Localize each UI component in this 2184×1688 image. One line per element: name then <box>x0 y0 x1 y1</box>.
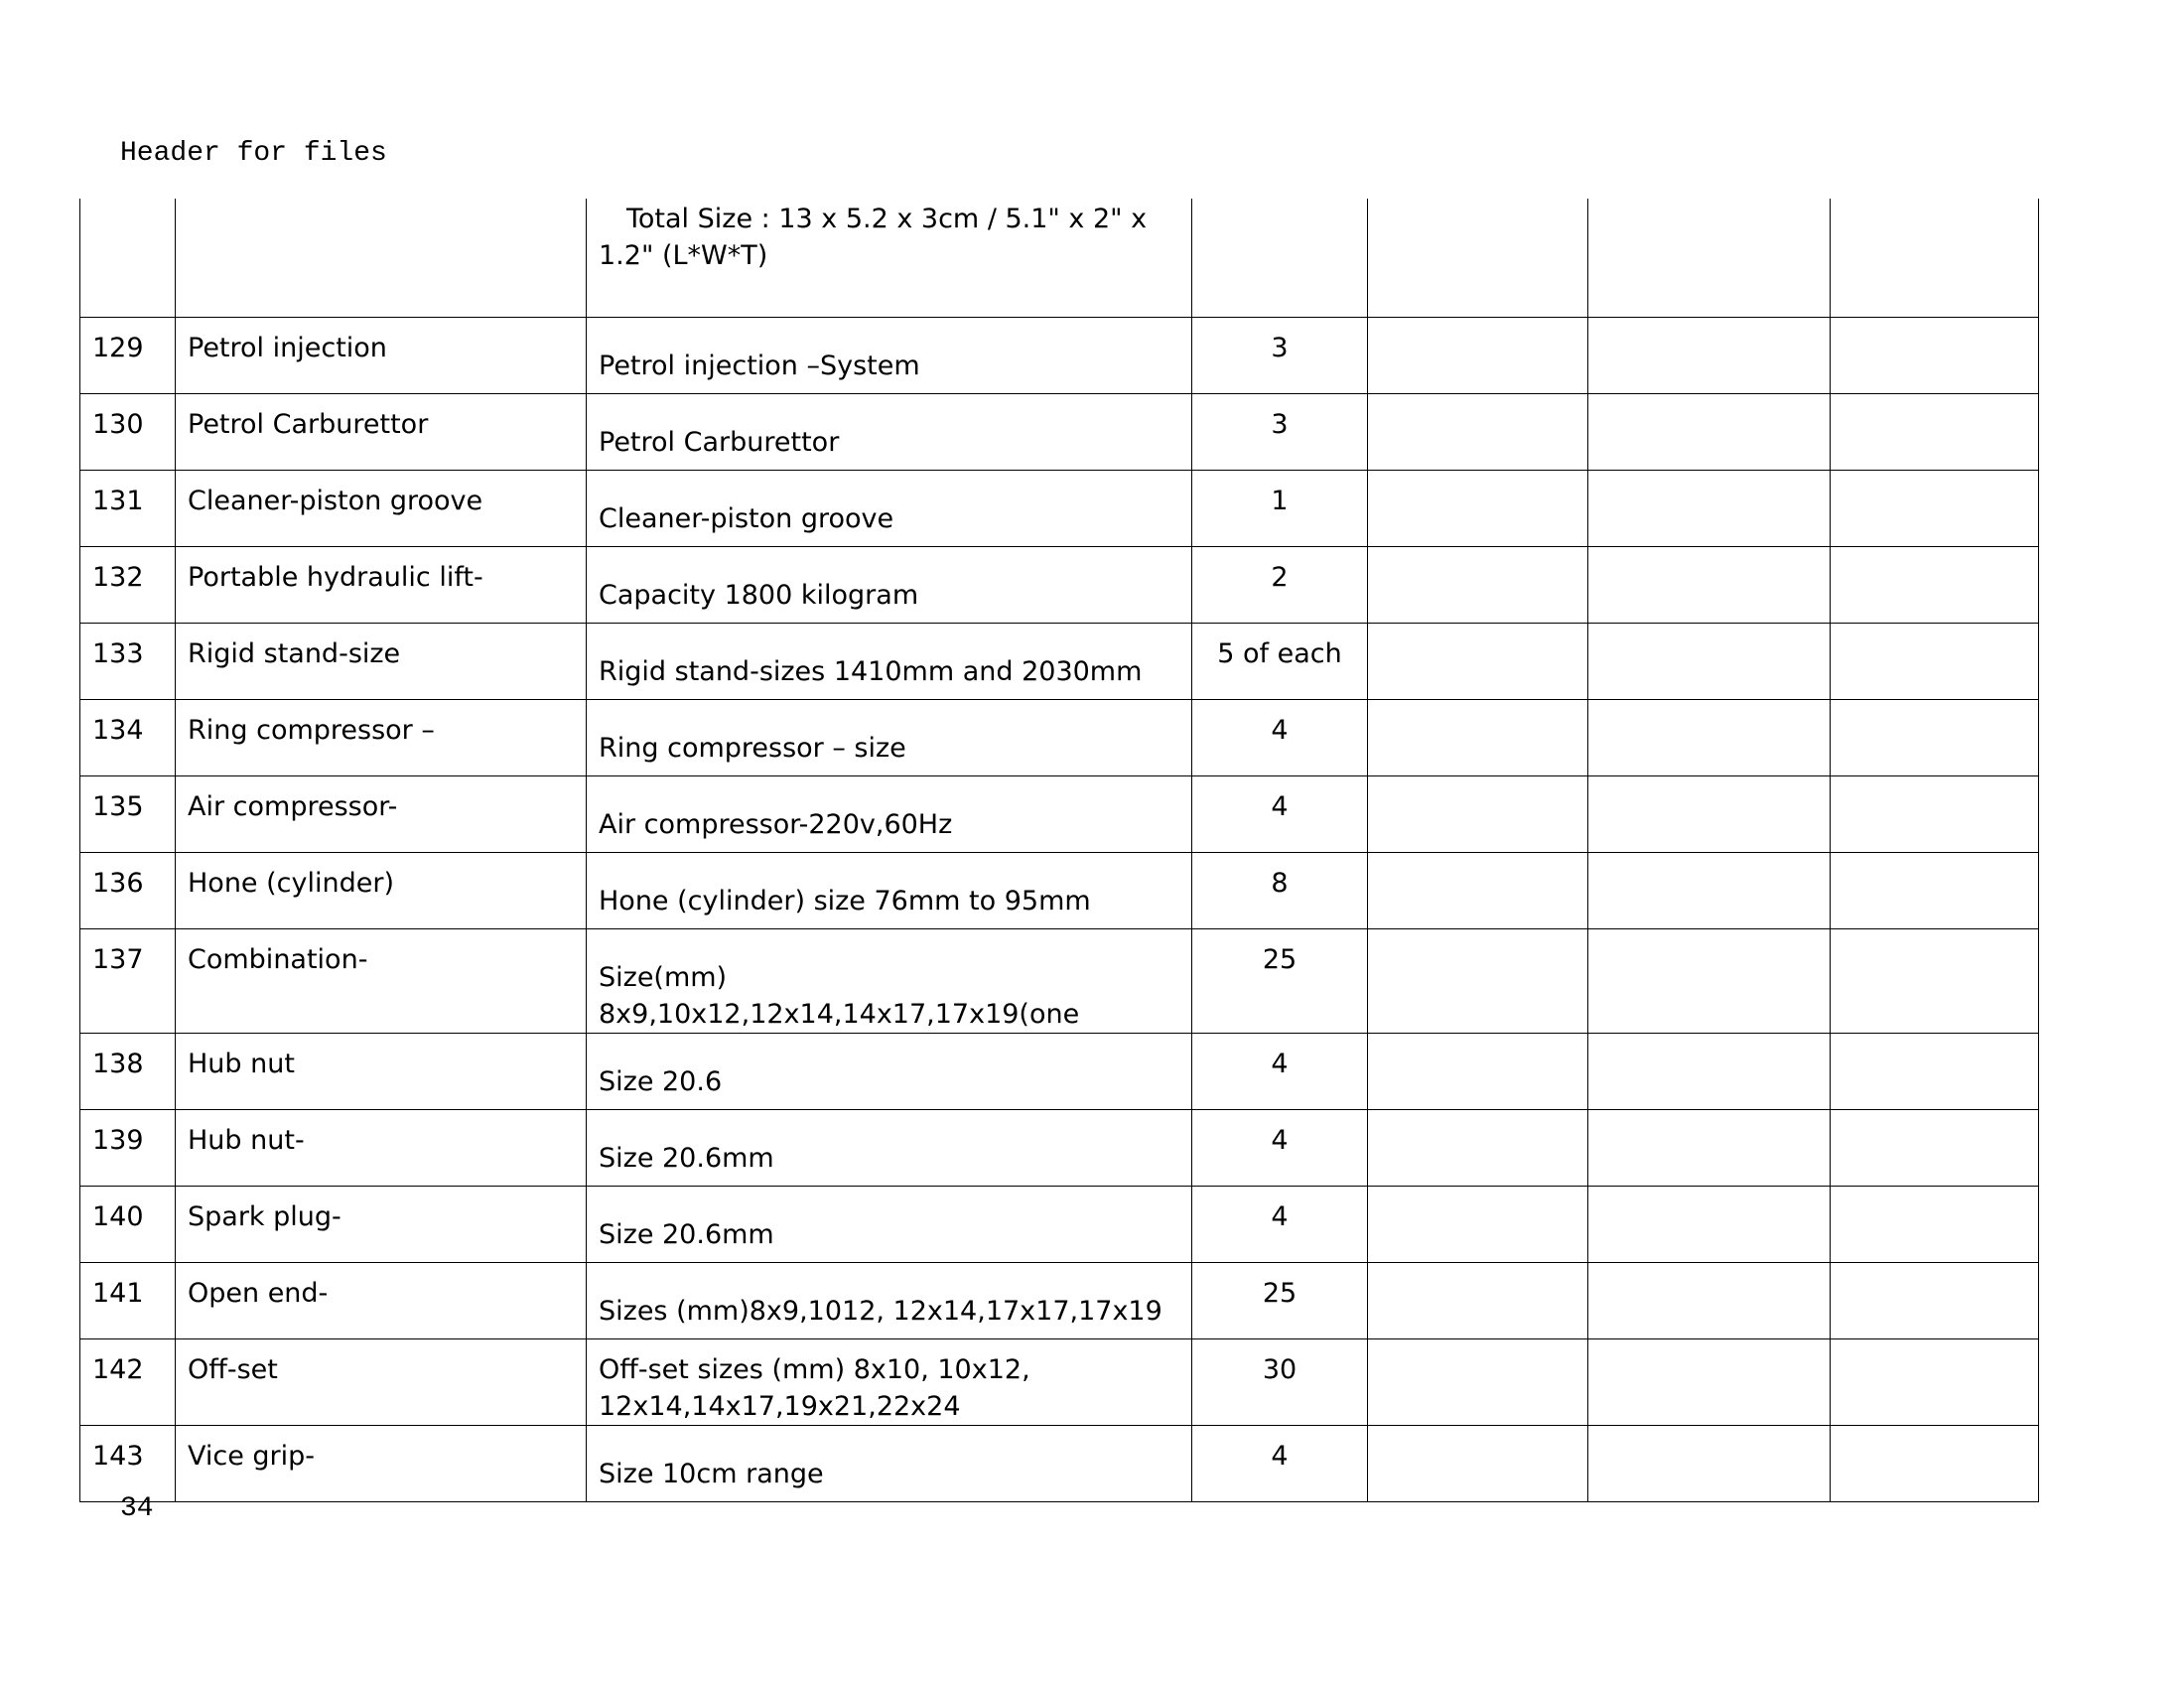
cell-description: Air compressor-220v,60Hz <box>587 775 1192 852</box>
cell-quantity: 4 <box>1192 699 1368 775</box>
cell-no: 136 <box>80 852 176 928</box>
cell-empty <box>1831 199 2039 317</box>
cell-quantity: 5 of each <box>1192 623 1368 699</box>
cell-empty <box>1588 1109 1831 1186</box>
cell-empty <box>1368 1186 1588 1262</box>
cell-empty <box>1588 775 1831 852</box>
cell-empty <box>1831 928 2039 1033</box>
page-header: Header for files <box>120 138 387 169</box>
cell-description: Rigid stand-sizes 1410mm and 2030mm <box>587 623 1192 699</box>
cell-quantity: 25 <box>1192 928 1368 1033</box>
cell-empty <box>1831 470 2039 546</box>
table-row <box>80 317 2039 393</box>
cell-empty <box>1368 1338 1588 1425</box>
table-row <box>80 699 2039 775</box>
cell-empty <box>1588 623 1831 699</box>
cell-empty <box>1368 775 1588 852</box>
table-row <box>80 1262 2039 1338</box>
cell-empty <box>1588 1262 1831 1338</box>
cell-quantity: 2 <box>1192 546 1368 623</box>
cell-item: Vice grip- <box>176 1425 587 1501</box>
cell-no: 139 <box>80 1109 176 1186</box>
table-row <box>80 1109 2039 1186</box>
cell-empty <box>1368 1425 1588 1501</box>
cell-empty <box>1831 546 2039 623</box>
cell-description: Size 20.6mm <box>587 1109 1192 1186</box>
cell-empty <box>1588 199 1831 317</box>
cell-empty <box>1588 546 1831 623</box>
cell-empty <box>1831 1262 2039 1338</box>
cell-item: Combination- <box>176 928 587 1033</box>
cell-no: 130 <box>80 393 176 470</box>
cell-description: Size 10cm range <box>587 1425 1192 1501</box>
cell-no: 132 <box>80 546 176 623</box>
cell-description: Cleaner-piston groove <box>587 470 1192 546</box>
cell-empty <box>1831 1425 2039 1501</box>
table-row <box>80 393 2039 470</box>
table-row <box>80 1186 2039 1262</box>
cell-empty <box>1588 1338 1831 1425</box>
cell-item: Petrol injection <box>176 317 587 393</box>
cell-empty <box>1368 1262 1588 1338</box>
cell-quantity: 3 <box>1192 393 1368 470</box>
cell-empty <box>1831 1109 2039 1186</box>
cell-item: Petrol Carburettor <box>176 393 587 470</box>
cell-empty <box>1588 1186 1831 1262</box>
cell-description: Ring compressor – size <box>587 699 1192 775</box>
table-row <box>80 470 2039 546</box>
cell-no: 141 <box>80 1262 176 1338</box>
cell-item: Portable hydraulic lift- <box>176 546 587 623</box>
cell-quantity: 4 <box>1192 1033 1368 1109</box>
cell-no <box>80 199 176 317</box>
cell-item: Air compressor- <box>176 775 587 852</box>
page-number: 34 <box>120 1493 154 1524</box>
cell-no: 138 <box>80 1033 176 1109</box>
cell-quantity: 4 <box>1192 1425 1368 1501</box>
cell-description: Size 20.6mm <box>587 1186 1192 1262</box>
cell-no: 134 <box>80 699 176 775</box>
cell-no: 143 <box>80 1425 176 1501</box>
cell-empty <box>1368 393 1588 470</box>
cell-description: Off-set sizes (mm) 8x10, 10x12, 12x14,14x17,19x21,22x24 <box>587 1338 1192 1425</box>
cell-empty <box>1588 470 1831 546</box>
cell-item: Hub nut <box>176 1033 587 1109</box>
cell-empty <box>1831 1186 2039 1262</box>
cell-empty <box>1368 199 1588 317</box>
cell-no: 137 <box>80 928 176 1033</box>
table-row <box>80 199 2039 317</box>
cell-empty <box>1831 852 2039 928</box>
cell-empty <box>1368 1109 1588 1186</box>
cell-empty <box>1368 317 1588 393</box>
table-body <box>80 199 2039 1501</box>
cell-quantity <box>1192 199 1368 317</box>
table-row <box>80 775 2039 852</box>
cell-empty <box>1831 1033 2039 1109</box>
cell-item: Hub nut- <box>176 1109 587 1186</box>
table-row <box>80 546 2039 623</box>
cell-quantity: 4 <box>1192 775 1368 852</box>
cell-description: Petrol Carburettor <box>587 393 1192 470</box>
cell-empty <box>1368 852 1588 928</box>
cell-empty <box>1588 1033 1831 1109</box>
cell-item: Ring compressor – <box>176 699 587 775</box>
cell-empty <box>1368 546 1588 623</box>
cell-empty <box>1368 1033 1588 1109</box>
cell-quantity: 25 <box>1192 1262 1368 1338</box>
cell-no: 131 <box>80 470 176 546</box>
cell-empty <box>1588 928 1831 1033</box>
cell-item: Hone (cylinder) <box>176 852 587 928</box>
cell-empty <box>1831 775 2039 852</box>
cell-empty <box>1368 699 1588 775</box>
cell-item <box>176 199 587 317</box>
cell-empty <box>1588 852 1831 928</box>
cell-empty <box>1588 317 1831 393</box>
cell-quantity: 4 <box>1192 1186 1368 1262</box>
table-row <box>80 1338 2039 1425</box>
cell-empty <box>1831 699 2039 775</box>
table-row <box>80 852 2039 928</box>
cell-quantity: 30 <box>1192 1338 1368 1425</box>
cell-description: Size(mm) 8x9,10x12,12x14,14x17,17x19(one <box>587 928 1192 1033</box>
cell-empty <box>1588 1425 1831 1501</box>
cell-empty <box>1831 393 2039 470</box>
cell-quantity: 4 <box>1192 1109 1368 1186</box>
cell-no: 135 <box>80 775 176 852</box>
table-row <box>80 1425 2039 1501</box>
cell-item: Spark plug- <box>176 1186 587 1262</box>
cell-empty <box>1831 1338 2039 1425</box>
cell-empty <box>1368 928 1588 1033</box>
cell-quantity: 3 <box>1192 317 1368 393</box>
cell-no: 140 <box>80 1186 176 1262</box>
cell-empty <box>1831 623 2039 699</box>
cell-empty <box>1831 317 2039 393</box>
cell-empty <box>1588 393 1831 470</box>
cell-item: Off-set <box>176 1338 587 1425</box>
cell-description: Size 20.6 <box>587 1033 1192 1109</box>
cell-no: 133 <box>80 623 176 699</box>
cell-item: Cleaner-piston groove <box>176 470 587 546</box>
cell-no: 129 <box>80 317 176 393</box>
cell-quantity: 8 <box>1192 852 1368 928</box>
cell-item: Open end- <box>176 1262 587 1338</box>
cell-description: Total Size : 13 x 5.2 x 3cm / 5.1" x 2" x 1.2" (L*W*T) <box>587 199 1192 317</box>
table-row <box>80 928 2039 1033</box>
cell-empty <box>1368 623 1588 699</box>
cell-description: Sizes (mm)8x9,1012, 12x14,17x17,17x19 <box>587 1262 1192 1338</box>
cell-item: Rigid stand-size <box>176 623 587 699</box>
cell-empty <box>1368 470 1588 546</box>
cell-quantity: 1 <box>1192 470 1368 546</box>
cell-description: Hone (cylinder) size 76mm to 95mm <box>587 852 1192 928</box>
table-row <box>80 623 2039 699</box>
equipment-table <box>79 199 2039 1502</box>
table-row <box>80 1033 2039 1109</box>
cell-description: Petrol injection –System <box>587 317 1192 393</box>
cell-no: 142 <box>80 1338 176 1425</box>
cell-description: Capacity 1800 kilogram <box>587 546 1192 623</box>
cell-empty <box>1588 699 1831 775</box>
